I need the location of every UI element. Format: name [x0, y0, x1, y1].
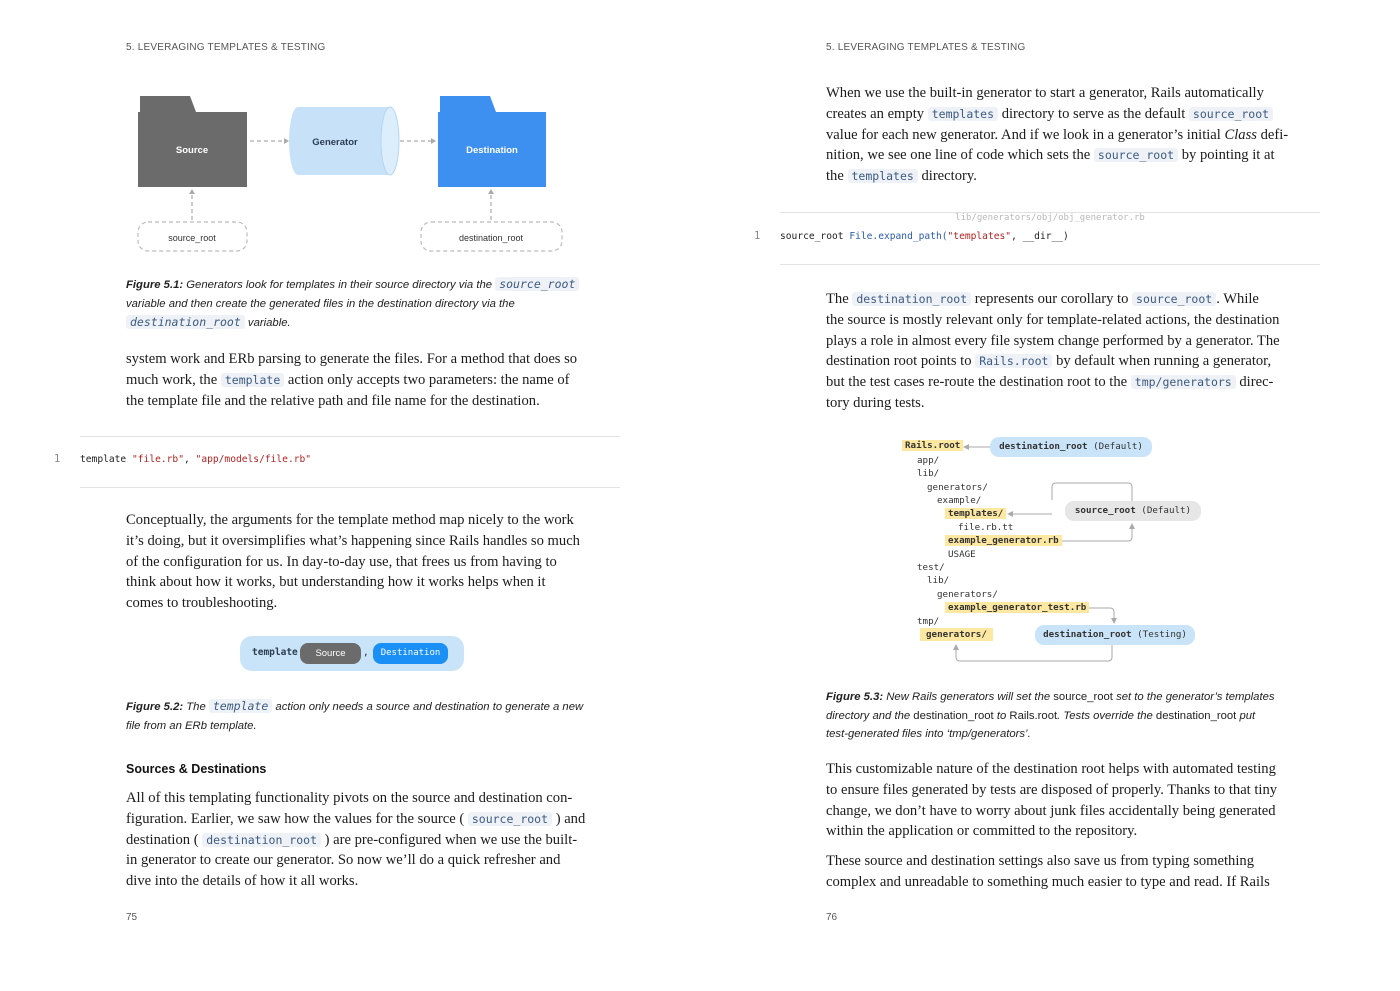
- text-line: think about how it works, but understanding how it works helps when it: [126, 574, 546, 591]
- pill-bold: destination_root: [1043, 629, 1132, 640]
- pill-destination-chip: Destination: [373, 643, 448, 664]
- inline-code: templates: [928, 107, 998, 121]
- pill-template-label: template: [252, 647, 298, 658]
- caption-prefix: Figure 5.3:: [826, 691, 884, 703]
- text-span: ) and: [555, 810, 586, 827]
- caption-code: template: [209, 699, 272, 713]
- text-span: directory to serve as the default: [1001, 105, 1186, 122]
- paragraph-built-in-generator: [826, 83, 1296, 187]
- dest-default-pill: [990, 437, 1152, 457]
- text-span: much work, the: [126, 371, 218, 388]
- text-span: action only accepts two parameters: the name of: [287, 371, 570, 388]
- text-line: within the application or committed to the repository.: [826, 823, 1138, 840]
- paragraph-customizable: [826, 759, 1301, 842]
- caption-plain: Rails.root: [1009, 709, 1058, 722]
- caption-text: set to the generator’s templates: [1116, 691, 1275, 703]
- figure-5-1-diagram: [130, 90, 570, 260]
- caption-text: variable and then create the generated files in the destination directory via the: [126, 297, 515, 310]
- caption-text: variable.: [247, 317, 291, 329]
- caption-text: New Rails generators will set the: [886, 691, 1051, 703]
- code-filename: lib/generators/obj/obj_generator.rb: [949, 213, 1151, 223]
- text-line: plays a role in almost every file system change performed by a generator. The: [826, 332, 1280, 349]
- inline-code: template: [221, 373, 284, 387]
- caption-text: to: [996, 709, 1007, 722]
- caption-text: . Tests override the: [1057, 709, 1153, 722]
- tree-tmp: tmp/: [917, 616, 940, 627]
- page-number-right: 76: [826, 912, 838, 923]
- caption-prefix: Figure 5.1:: [126, 279, 184, 291]
- pill-source-chip: Source: [300, 643, 361, 664]
- code-function: File.expand_path(: [849, 231, 948, 242]
- source-label: Source: [175, 145, 209, 156]
- tree-app: app/: [917, 455, 940, 466]
- paragraph-settings: [826, 851, 1301, 893]
- text-span: destination root points to: [826, 353, 972, 370]
- code-sep: ,: [183, 454, 190, 465]
- text-span: . While: [1216, 291, 1259, 307]
- line-number: 1: [754, 230, 761, 242]
- text-span: the: [826, 168, 844, 185]
- inline-code: destination_root: [202, 833, 321, 847]
- dest-testing-pill: [1035, 625, 1195, 645]
- text-line: the source is mostly relevant only for template-related actions, the destination: [826, 311, 1280, 328]
- text-line: Conceptually, the arguments for the template method map nicely to the work: [126, 512, 574, 528]
- text-line: system work and ERb parsing to generate the files. For a method that does so: [126, 351, 578, 367]
- destination-label: Destination: [466, 145, 518, 156]
- paragraph-sources-destinations: [126, 788, 601, 892]
- pill-text: (Default): [1141, 505, 1192, 516]
- text-line: change, we don’t have to worry about junk files accidentally being generated: [826, 802, 1276, 819]
- paragraph-conceptually: [126, 510, 596, 614]
- caption-text: test-generated files into ‘tmp/generators’.: [826, 728, 1031, 740]
- running-head-left: 5. LEVERAGING TEMPLATES & TESTING: [126, 42, 326, 53]
- text-line: it’s doing, but it oversimplifies what’s happening since Rails handles so much: [126, 532, 580, 549]
- inline-code: source_root: [1132, 292, 1216, 306]
- code-string: "templates": [947, 231, 1012, 242]
- code-text: source_root: [780, 231, 850, 242]
- figure-5-1-caption: [126, 275, 586, 333]
- pill-text: (Testing): [1137, 629, 1187, 640]
- text-line: to ensure files generated by tests are disposed of properly. Thanks to that tiny: [826, 781, 1278, 798]
- text-span: value for each new generator. And if we look in a generator’s initial: [826, 126, 1221, 143]
- section-heading: Sources & Destinations: [126, 762, 267, 776]
- text-span: nition, we see one line of code which sets the: [826, 147, 1091, 164]
- templates-node: templates/: [945, 508, 1006, 519]
- figure-5-3-diagram: [890, 435, 1210, 665]
- pill-comma: ,: [363, 647, 369, 658]
- code-line: [780, 231, 1069, 242]
- text-span: direc-: [1239, 374, 1274, 391]
- tree-test-lib: lib/: [927, 575, 950, 586]
- pill-text: (Default): [1093, 441, 1143, 452]
- inline-code: templates: [848, 169, 918, 183]
- rails-root-node: Rails.root: [902, 440, 963, 451]
- caption-prefix: Figure 5.2:: [126, 701, 184, 713]
- figure-5-2-pill: [240, 636, 464, 671]
- paragraph-destination-root: [826, 289, 1301, 414]
- text-line: comes to troubleshooting.: [126, 595, 278, 612]
- text-line: the template file and the relative path and file name for the destination.: [126, 392, 540, 409]
- tree-lib: lib/: [917, 468, 940, 479]
- source-folder-icon: [138, 96, 247, 187]
- text-line: dive into the details of how it all works.: [126, 873, 359, 890]
- caption-code: destination_root: [126, 315, 245, 329]
- caption-plain: destination_root: [1155, 709, 1237, 722]
- caption-plain: source_root: [1053, 691, 1113, 703]
- example-generator-node: example_generator.rb: [945, 535, 1062, 546]
- text-span: but the test cases re-route the destination root to the: [826, 374, 1128, 391]
- text-span: directory.: [921, 168, 977, 185]
- text-span: by pointing it at: [1181, 147, 1275, 164]
- tree-example: example/: [937, 495, 982, 506]
- generator-label: Generator: [312, 137, 358, 148]
- caption-text: file from an ERb template.: [126, 719, 257, 732]
- text-line: This customizable nature of the destination root helps with automated testing: [826, 761, 1276, 777]
- text-span: defi-: [1260, 126, 1289, 143]
- caption-text: directory and the: [826, 709, 911, 722]
- text-line: These source and destination settings also save us from typing something: [826, 853, 1255, 869]
- text-line: When we use the built-in generator to start a generator, Rails automatically: [826, 85, 1264, 101]
- inline-code: tmp/generators: [1131, 375, 1236, 389]
- text-span: The: [826, 291, 849, 307]
- tree-test-generators: generators/: [937, 589, 998, 600]
- pill-bold: source_root: [1074, 505, 1136, 516]
- code-line: [80, 454, 311, 465]
- tree-test: test/: [917, 562, 945, 573]
- tree-usage: USAGE: [948, 549, 976, 560]
- tree-file-tt: file.rb.tt: [958, 522, 1014, 533]
- caption-plain: destination_root: [913, 709, 994, 722]
- example-generator-test-node: example_generator_test.rb: [945, 602, 1089, 613]
- page-number-left: 75: [126, 912, 138, 923]
- text-line: of the configuration for us. In day-to-day use, that frees us from having to: [126, 553, 557, 570]
- text-span: creates an empty: [826, 105, 925, 122]
- inline-code: source_root: [1094, 148, 1178, 162]
- pill-bold: destination_root: [999, 441, 1088, 452]
- line-number: 1: [54, 453, 61, 465]
- inline-code: source_root: [468, 812, 552, 826]
- tmp-generators-node: generators/: [920, 628, 993, 641]
- inline-code: source_root: [1189, 107, 1273, 121]
- source-default-pill: [1065, 501, 1201, 521]
- code-filename-row: [780, 205, 1320, 224]
- destination-root-label: destination_root: [458, 233, 524, 243]
- text-span: ) are pre-configured when we use the built-: [324, 831, 578, 848]
- source-root-label: source_root: [168, 233, 216, 243]
- text-span: destination (: [126, 831, 199, 848]
- code-string: "file.rb": [132, 454, 184, 465]
- inline-code: Rails.root: [975, 354, 1052, 368]
- paragraph-template-params: [126, 349, 596, 411]
- caption-text: The: [186, 701, 206, 713]
- text-line: All of this templating functionality pivots on the source and destination con-: [126, 790, 573, 806]
- text-line: complex and unreadable to something much easier to type and read. If Rails: [826, 873, 1270, 890]
- caption-text: action only needs a source and destination to generate a new: [275, 701, 584, 713]
- text-span: figuration. Earlier, we saw how the values for the source (: [126, 810, 465, 827]
- caption-text: put: [1239, 709, 1256, 722]
- caption-code: source_root: [495, 277, 579, 291]
- figure-5-3-caption: [826, 688, 1296, 744]
- text-line: in generator to create our generator. So now we’ll do a quick refresher and: [126, 852, 561, 869]
- figure-5-2-caption: [126, 697, 586, 735]
- code-keyword: template: [80, 454, 127, 465]
- code-text: , __dir__): [1011, 231, 1069, 242]
- inline-code: destination_root: [852, 292, 971, 306]
- text-line: tory during tests.: [826, 394, 925, 411]
- text-emphasis: Class: [1224, 126, 1257, 143]
- caption-text: Generators look for templates in their source directory via the: [186, 279, 493, 291]
- tree-generators: generators/: [927, 482, 988, 493]
- running-head-right: 5. LEVERAGING TEMPLATES & TESTING: [826, 42, 1026, 53]
- code-string: "app/models/file.rb": [195, 454, 312, 465]
- text-span: represents our corollary to: [974, 291, 1129, 307]
- destination-folder-icon: [438, 96, 546, 187]
- text-span: by default when running a generator,: [1056, 353, 1272, 370]
